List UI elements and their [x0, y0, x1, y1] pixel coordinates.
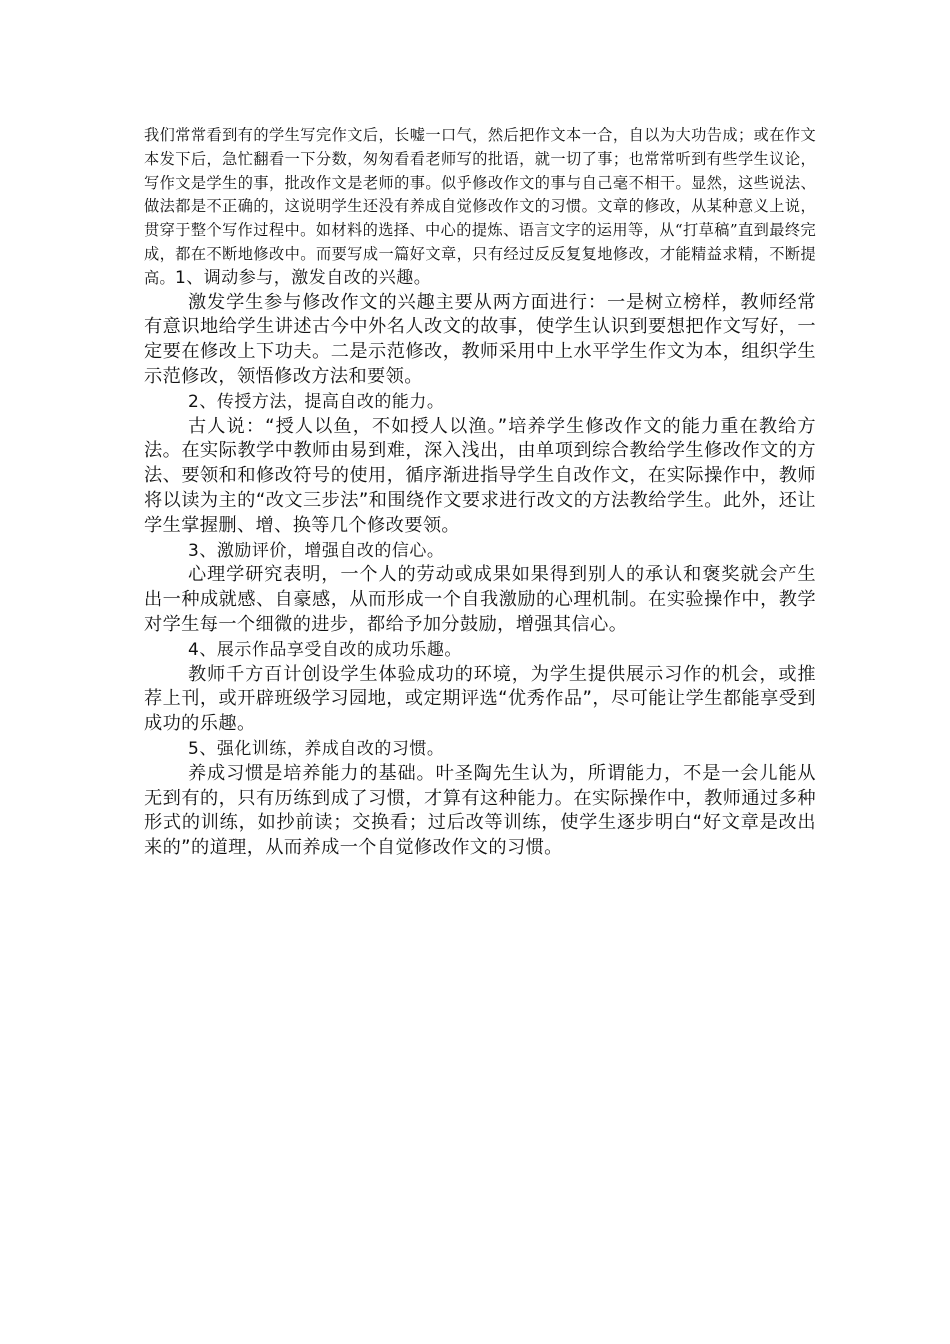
intro-paragraph — [144, 124, 816, 291]
intro-text: 我们常常看到有的学生写完作文后，长嘘一口气，然后把作文本一合，自以为大功告成；或在作文本发下后，急忙翻看一下分数，匆匆看看老师写的批语，就一切了事；也常常听到有些学生议论，写作文是学生的事，批改作文是老师的事。似乎修改作文的事与自己毫不相干。显然，这些说法、做法都是不正确的，这说明学生还没有养成自觉修改作文的习惯。文章的修改，从某种意义上说，贯穿于整个写作过程中。如材料的选择、中心的提炼、语言文字的运用等，从“打草稿”直到最终完成，都在不断地修改中。而要写成一篇好文章，只有经过反反复复地修改，才能精益求精，不断提高。 — [144, 126, 816, 287]
section-3-heading: 3、激励评价，增强自改的信心。 — [188, 540, 445, 561]
section-3-body: 心理学研究表明，一个人的劳动或成果如果得到别人的承认和褒奖就会产生出一种成就感、自豪感，从而形成一个自我激励的心理机制。在实验操作中，教学对学生每一个细微的进步，都给予加分鼓励，增强其信心。 — [144, 564, 816, 635]
section-2-body: 古人说：“授人以鱼，不如授人以渔。”培养学生修改作文的能力重在教给方法。在实际教学中教师由易到难，深入浅出，由单项到综合教给学生修改作文的方法、要领和和修改符号的使用，循序渐进指导学生自改作文，在实际操作中，教师将以读为主的“改文三步法”和围绕作文要求进行改文的方法教给学生。此外，还让学生掌握删、增、换等几个修改要领。 — [144, 415, 816, 536]
section-5-body: 养成习惯是培养能力的基础。叶圣陶先生认为，所谓能力，不是一会儿能从无到有的，只有历练到成了习惯，才算有这种能力。在实际操作中，教师通过多种形式的训练，如抄前读；交换看；过后改等训练，使学生逐步明白“好文章是改出来的”的道理，从而养成一个自觉修改作文的习惯。 — [144, 762, 816, 859]
section-1-body: 激发学生参与修改作文的兴趣主要从两方面进行：一是树立榜样，教师经常有意识地给学生讲述古今中外名人改文的故事，使学生认识到要想把作文写好，一定要在修改上下功夫。二是示范修改，教师采用中上水平学生作文为本，组织学生示范修改，领悟修改方法和要领。 — [144, 291, 816, 387]
section-4-heading: 4、展示作品享受自改的成功乐趣。 — [188, 639, 462, 660]
section-2-heading: 2、传授方法，提高自改的能力。 — [188, 391, 445, 412]
section-5-heading: 5、强化训练，养成自改的习惯。 — [188, 738, 445, 759]
section-1-heading: 1、调动参与，激发自改的兴趣。 — [174, 267, 432, 288]
document-body — [144, 124, 816, 861]
section-4-body: 教师千方百计创设学生体验成功的环境，为学生提供展示习作的机会，或推荐上刊，或开辟班级学习园地，或定期评选“优秀作品”，尽可能让学生都能享受到成功的乐趣。 — [144, 663, 816, 735]
